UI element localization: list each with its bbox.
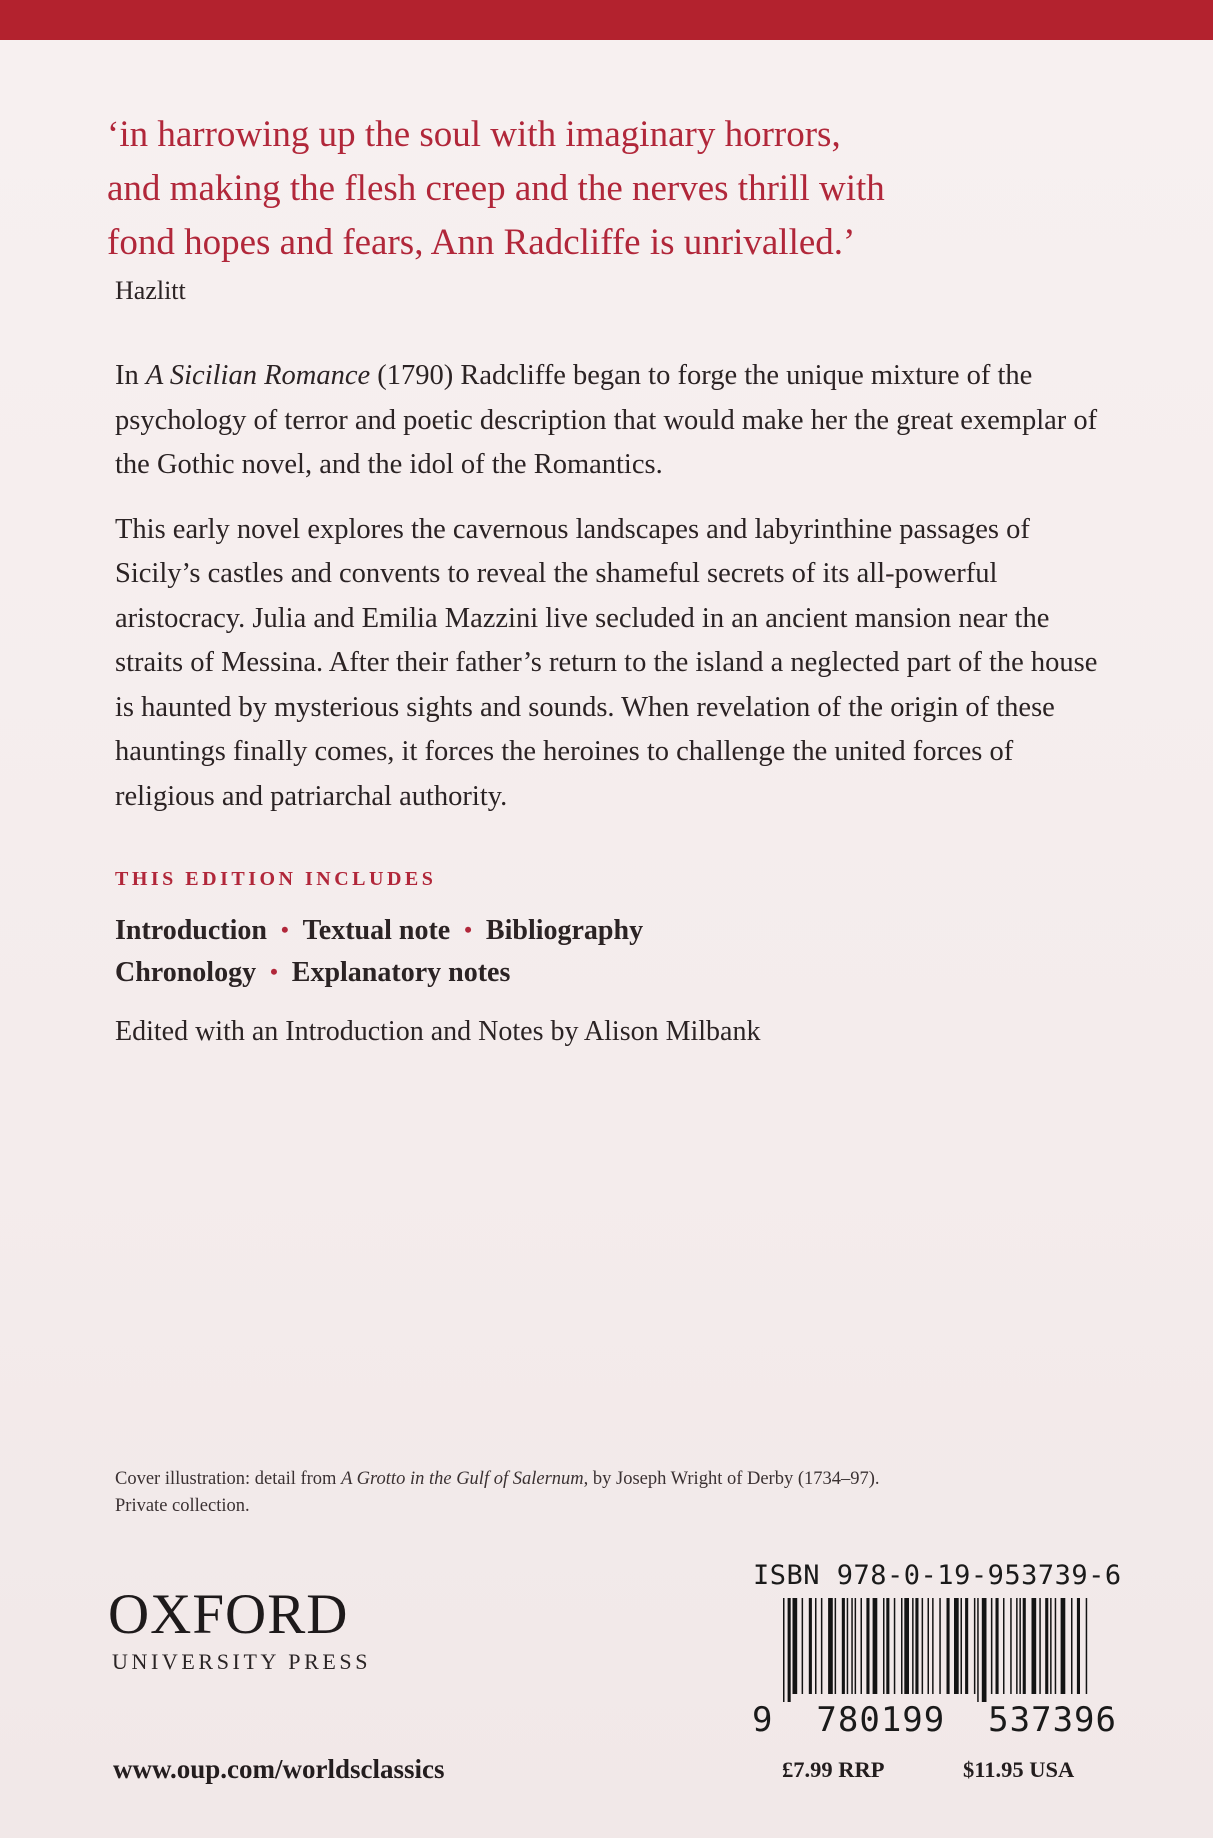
barcode-bar xyxy=(1061,1598,1066,1694)
top-red-band xyxy=(0,0,1213,40)
barcode-bar xyxy=(802,1598,804,1694)
summary-paragraph: This early novel explores the cavernous landscapes and labyrinthine passages of Sicily’s castles and convents to reveal the shameful secrets of its all-powerful aristocracy. Julia and Emilia Mazzini live secluded in an ancient mansion near the straits of Messina. After their father’s return to the island a neglected part of the house is haunted by mysterious sights and sounds. When revelation of the origin of these hauntings finally comes, it forces the heroines to challenge the united forces of religious and patriarchal authority. xyxy=(115,513,1098,812)
barcode-bar xyxy=(835,1598,837,1694)
barcode-bar xyxy=(901,1598,903,1694)
includes-row xyxy=(115,909,1115,951)
edited-by: Edited with an Introduction and Notes by Alison Milbank xyxy=(115,1016,761,1047)
include-item: Textual note xyxy=(302,915,451,946)
include-item: Chronology xyxy=(115,957,257,988)
barcode-bar xyxy=(1077,1598,1080,1694)
price-gbp: £7.99 RRP xyxy=(782,1757,885,1782)
bullet-icon: • xyxy=(464,917,472,942)
price-usd: $11.95 USA xyxy=(963,1757,1075,1782)
barcode-bar xyxy=(1023,1598,1026,1694)
include-item: Introduction xyxy=(115,915,267,946)
back-cover-content xyxy=(107,108,1115,1049)
include-item: Bibliography xyxy=(485,915,644,946)
barcode-bar xyxy=(965,1598,968,1694)
barcode-bar xyxy=(809,1598,812,1694)
barcode-bar xyxy=(982,1598,987,1702)
isbn-label: ISBN 978-0-19-953739-6 xyxy=(753,1560,1122,1591)
barcode-bar xyxy=(815,1598,817,1694)
barcode-bar xyxy=(883,1598,885,1694)
barcode-bar xyxy=(1003,1598,1005,1694)
barcode-bar xyxy=(1010,1598,1012,1694)
barcode xyxy=(783,1598,1091,1702)
pull-quote xyxy=(107,108,1115,270)
bullet-icon: • xyxy=(270,959,278,984)
barcode-bar xyxy=(1050,1598,1052,1694)
barcode-bar xyxy=(894,1598,896,1694)
book-title: A Sicilian Romance xyxy=(145,360,371,391)
intro-rest: (1790) Radcliffe began to forge the unique mixture of the psychology of terror and poetic description that would make her the great exemplar of the Gothic novel, and the idol of the Romantics. xyxy=(115,360,1098,480)
quote-line: fond hopes and fears, Ann Radcliffe is unrivalled.’ xyxy=(107,222,856,263)
edition-includes-list xyxy=(115,909,1115,993)
barcode-bar xyxy=(847,1598,849,1694)
barcode-bar xyxy=(928,1598,930,1694)
edition-heading: THIS EDITION INCLUDES xyxy=(115,868,437,890)
credit-suffix: , by Joseph Wright of Derby (1734–97). xyxy=(583,1469,880,1489)
barcode-bar xyxy=(821,1598,823,1694)
barcode-bar xyxy=(904,1598,909,1694)
barcode-bar xyxy=(788,1598,791,1702)
barcode-bar xyxy=(932,1598,934,1694)
publisher-url[interactable]: www.oup.com/worldsclassics xyxy=(113,1754,445,1784)
barcode-bar xyxy=(828,1598,833,1694)
credit-line-2: Private collection. xyxy=(115,1496,250,1516)
barcode-bar xyxy=(922,1598,924,1694)
barcode-bar xyxy=(947,1598,950,1694)
barcode-bar xyxy=(855,1598,857,1694)
barcode-bar xyxy=(1039,1598,1041,1694)
quote-line: and making the flesh creep and the nerves thrill with xyxy=(107,168,885,209)
quote-line: ‘in harrowing up the soul with imaginary horrors, xyxy=(107,114,841,155)
barcode-bar xyxy=(873,1598,878,1694)
intro-prefix: In xyxy=(115,360,146,391)
barcode-bar xyxy=(783,1598,785,1702)
barcode-bar xyxy=(1019,1598,1021,1694)
barcode-bar xyxy=(915,1598,918,1694)
oxford-logo xyxy=(108,1584,371,1676)
barcode-bar xyxy=(1016,1598,1018,1694)
barcode-bar xyxy=(954,1598,959,1694)
publisher-name: OXFORD xyxy=(108,1583,349,1646)
include-item: Explanatory notes xyxy=(291,957,511,988)
barcode-bar xyxy=(977,1598,979,1702)
barcode-bar xyxy=(1045,1598,1048,1694)
credit-prefix: Cover illustration: detail from xyxy=(115,1469,342,1489)
barcode-bar xyxy=(996,1598,999,1694)
credit-line xyxy=(115,1466,1115,1493)
painting-title: A Grotto in the Gulf of Salernum xyxy=(341,1469,584,1489)
barcode-bar xyxy=(939,1598,941,1694)
barcode-bar xyxy=(842,1598,845,1694)
barcode-bar xyxy=(1032,1598,1037,1694)
barcode-bar xyxy=(991,1598,993,1694)
includes-row xyxy=(115,951,1115,993)
barcode-digits: 9 780199 537396 xyxy=(752,1700,1117,1740)
barcode-bar xyxy=(1055,1598,1057,1694)
barcode-bar xyxy=(866,1598,869,1694)
cover-illustration-credit xyxy=(115,1466,1115,1520)
barcode-bar xyxy=(861,1598,863,1694)
barcode-bar xyxy=(974,1598,976,1694)
barcode-bar xyxy=(793,1598,798,1694)
barcode-bar xyxy=(912,1598,914,1694)
publisher-subtitle: UNIVERSITY PRESS xyxy=(112,1649,372,1674)
barcode-bar xyxy=(961,1598,963,1694)
quote-attribution: Hazlitt xyxy=(115,276,186,305)
barcode-bar xyxy=(886,1598,889,1694)
barcode-bar xyxy=(851,1598,853,1694)
barcode-bar xyxy=(1071,1598,1073,1694)
intro-paragraph xyxy=(115,354,1115,488)
bullet-icon: • xyxy=(280,917,289,942)
barcode-bar xyxy=(1086,1598,1088,1694)
